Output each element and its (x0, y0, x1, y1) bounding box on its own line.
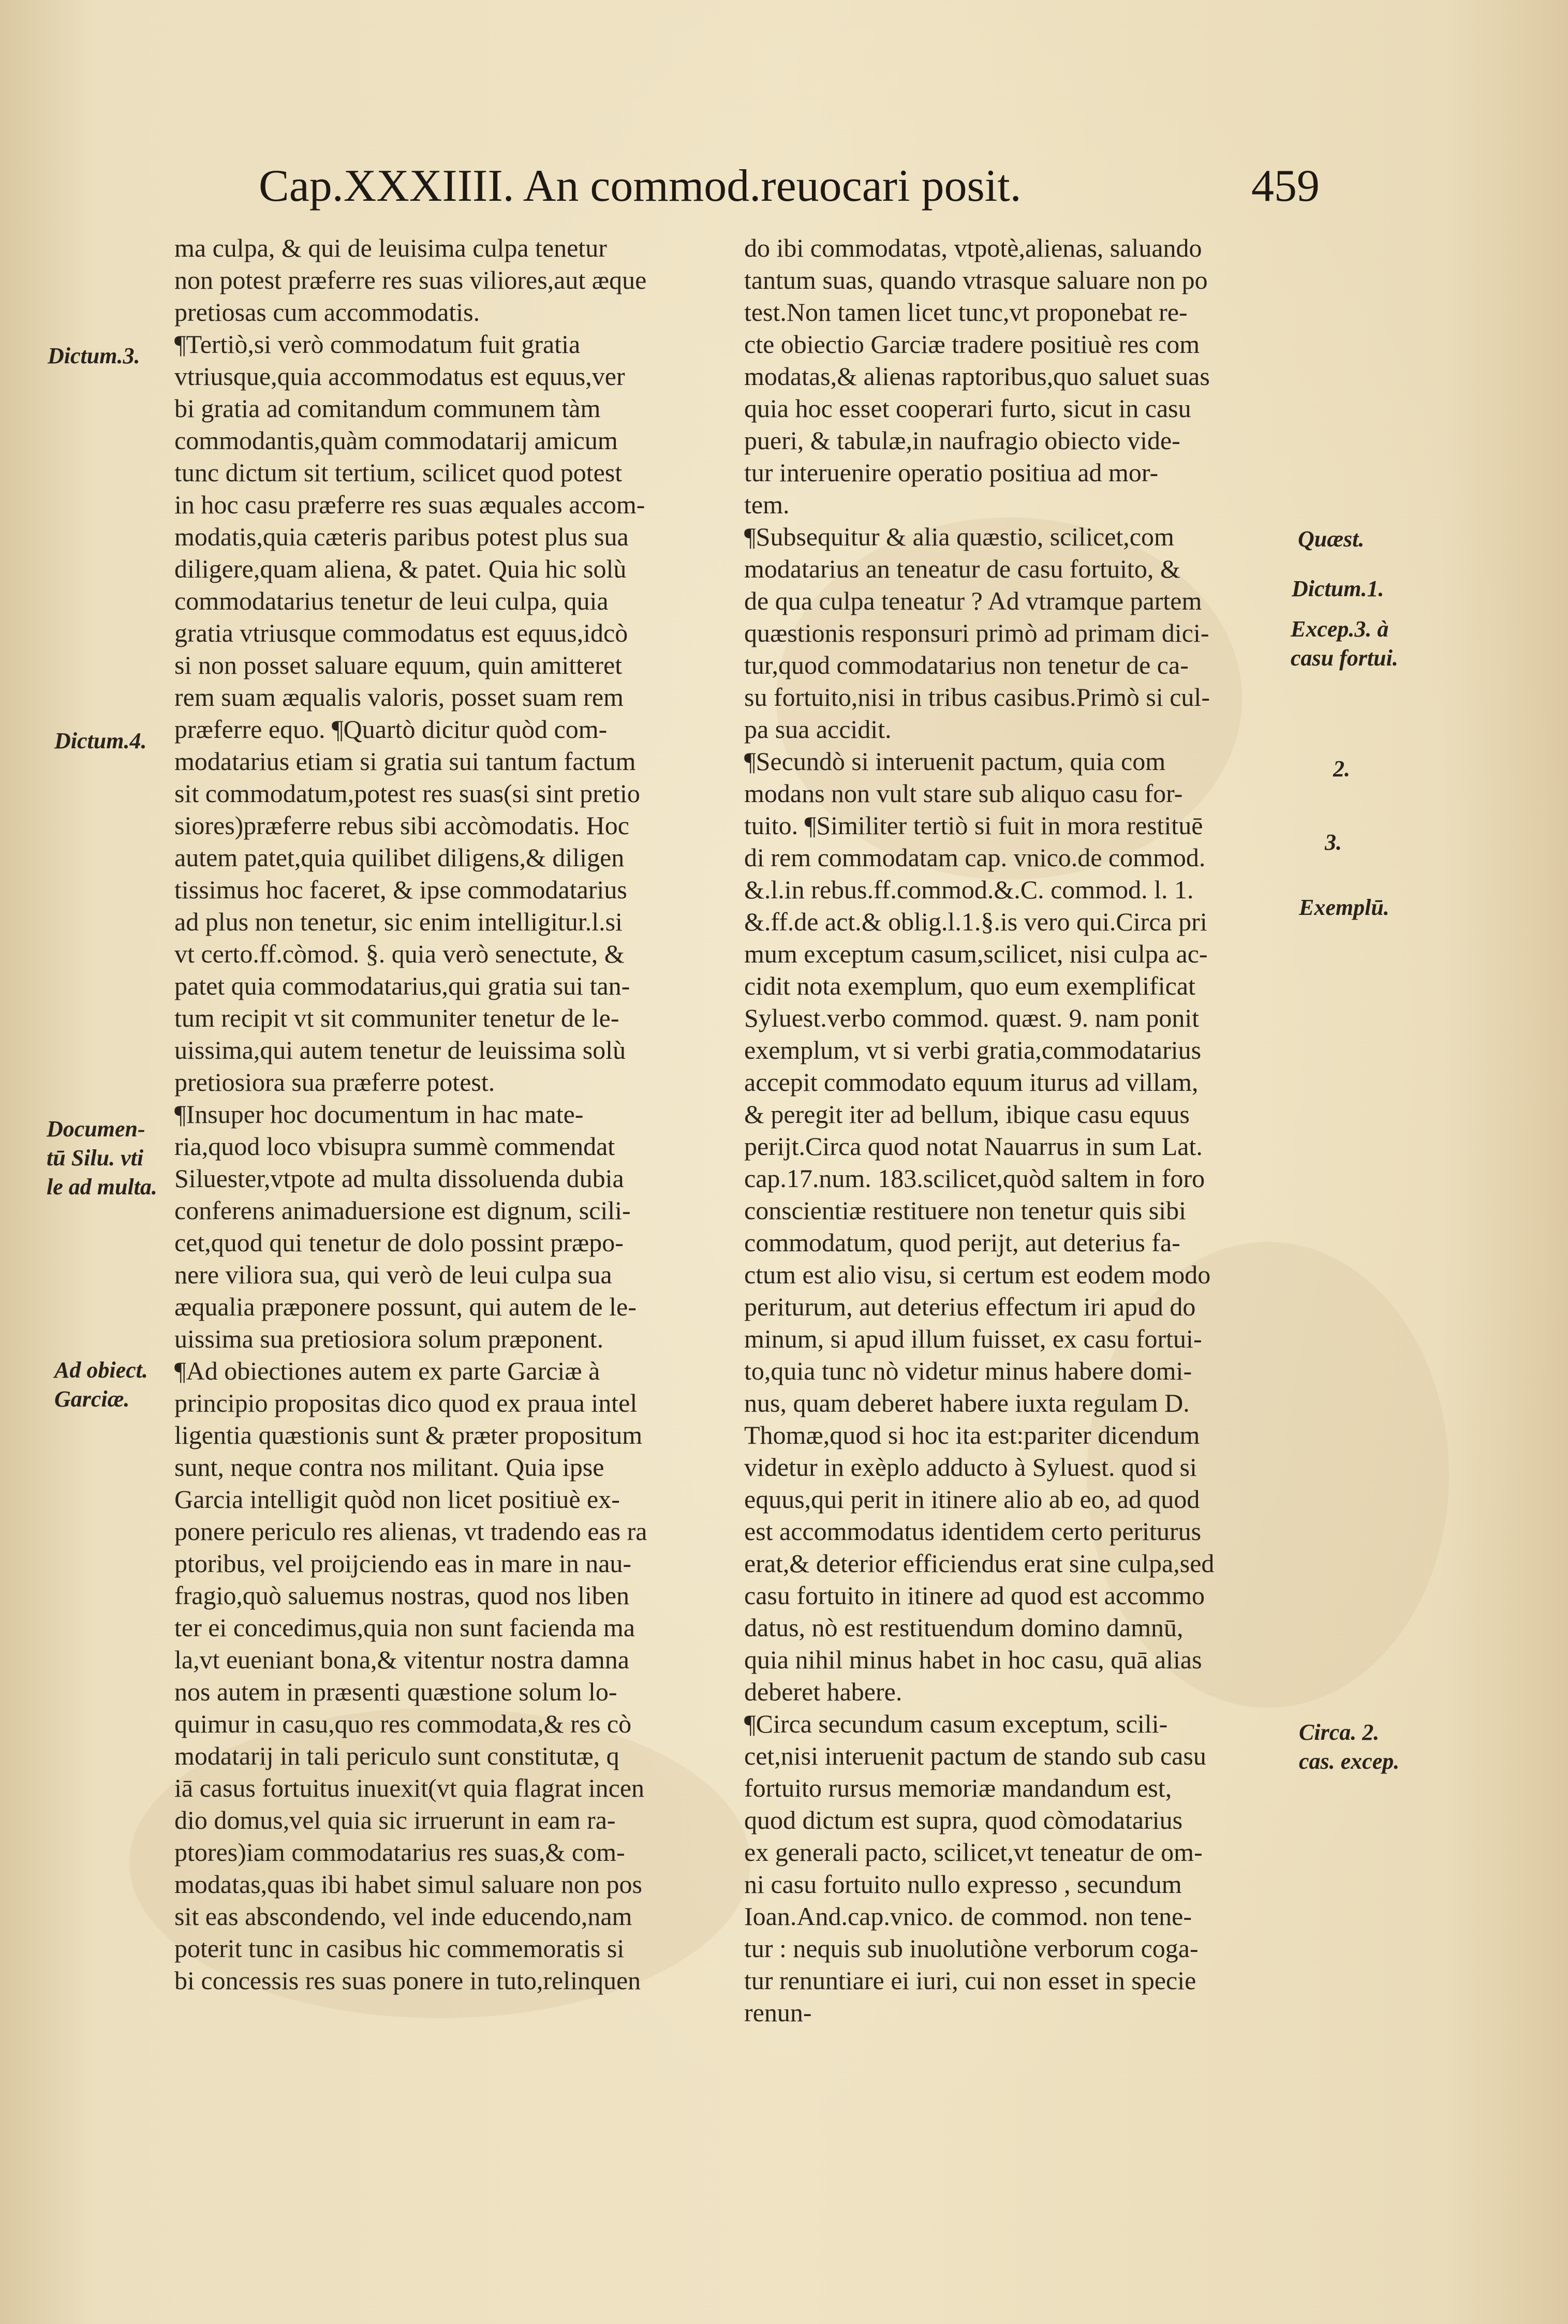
margin-note-circa: Circa. 2. (1299, 1720, 1380, 1745)
text-line: quimur in casu,quo res commodata,& res cò (174, 1709, 632, 1738)
text-line: patet quia commodatarius,qui gratia sui tan- (174, 971, 630, 1000)
text-line: to,quia tunc nò videtur minus habere domi- (744, 1356, 1192, 1385)
text-line: siores)præferre rebus sibi accòmodatis. Hoc (174, 811, 629, 840)
text-line: bi concessis res suas ponere in tuto,relinquen (174, 1966, 641, 1995)
margin-note-dictum-1: Dictum.1. (1292, 576, 1384, 601)
text-line: cap.17.num. 183.scilicet,quòd saltem in foro (744, 1164, 1205, 1193)
running-head (259, 155, 1320, 217)
text-line: uissima sua pretiosiora solum præponent. (174, 1324, 604, 1353)
text-line: iā casus fortuitus inuexit(vt quia flagrat incen (174, 1773, 645, 1802)
text-line: conscientiæ restituere non tenetur quis sibi (744, 1196, 1186, 1225)
margin-note-documentum: tū Silu. vti (47, 1145, 144, 1171)
text-line: æqualia præponere possunt, qui autem de le- (174, 1292, 637, 1321)
text-line: &.l.in rebus.ff.commod.&.C. commod. l. 1. (744, 875, 1194, 904)
margin-note-documentum: Documen- (47, 1116, 145, 1142)
margin-note-exemplum: Exemplū. (1299, 895, 1389, 920)
text-line: ria,quod loco vbisupra summè commendat (174, 1132, 615, 1161)
text-line: su fortuito,nisi in tribus casibus.Primò si cul- (744, 683, 1210, 712)
margin-note-quaest: Quæst. (1298, 526, 1365, 552)
text-line: pa sua accidit. (744, 715, 892, 744)
text-line: casu fortuito in itinere ad quod est accommo (744, 1581, 1205, 1610)
margin-note-excep: casu fortui. (1291, 645, 1398, 671)
text-line: tur renuntiare ei iuri, cui non esset in specie (744, 1966, 1196, 1995)
text-line: modans non vult stare sub aliquo casu for- (744, 779, 1183, 808)
text-line: est accommodatus identidem certo periturus (744, 1517, 1202, 1546)
text-line: ¶Tertiò,si verò commodatum fuit gratia (174, 330, 581, 359)
text-line: tissimus hoc faceret, & ipse commodatarius (174, 875, 627, 904)
margin-note-number-3: 3. (1325, 830, 1342, 855)
text-line: tuito. ¶Similiter tertiò si fuit in mora restituē (744, 811, 1203, 840)
text-line: de qua culpa teneatur ? Ad vtramque partem (744, 586, 1202, 615)
text-line: periturum, aut deterius effectum iri apud do (744, 1292, 1196, 1321)
text-line: sit eas abscondendo, vel inde educendo,nam (174, 1902, 632, 1931)
text-line: & peregit iter ad bellum, ibique casu equus (744, 1100, 1190, 1129)
text-line: deberet habere. (744, 1677, 903, 1706)
text-line: poterit tunc in casibus hic commemoratis si (174, 1934, 625, 1963)
text-line: pretiosiora sua præferre potest. (174, 1068, 495, 1097)
text-line: tur,quod commodatarius non tenetur de ca- (744, 650, 1189, 679)
text-line: &.ff.de act.& oblig.l.1.§.is vero qui.Circa pri (744, 907, 1207, 936)
left-column (174, 232, 718, 1996)
text-line: ¶Circa secundum casum exceptum, scili- (744, 1709, 1168, 1738)
text-line: cte obiectio Garciæ tradere positiuè res com (744, 330, 1200, 359)
text-line: in hoc casu præferre res suas æquales accom- (174, 490, 645, 519)
text-line: modatis,quia cæteris paribus potest plus sua (174, 522, 629, 551)
text-line: test.Non tamen licet tunc,vt proponebat re- (744, 298, 1188, 327)
text-line: Thomæ,quod si hoc ita est:pariter dicendum (744, 1420, 1200, 1449)
margin-note-circa: cas. excep. (1299, 1749, 1400, 1774)
text-line: do ibi commodatas, vtpotè,alienas, saluando (744, 233, 1202, 262)
text-line: modatarij in tali periculo sunt constitutæ, q (174, 1741, 619, 1770)
text-line: diligere,quam aliena, & patet. Quia hic solù (174, 554, 627, 583)
text-line: tem. (744, 490, 790, 519)
text-line: commodatum, quod perijt, aut deterius fa- (744, 1228, 1180, 1257)
text-line: ctum est alio visu, si certum est eodem modo (744, 1260, 1211, 1289)
text-line: quia nihil minus habet in hoc casu, quā alias (744, 1645, 1202, 1674)
text-line: sit commodatum,potest res suas(si sint pretio (174, 779, 640, 808)
text-line: ni casu fortuito nullo expresso , secundum (744, 1870, 1182, 1899)
text-line: ptoribus, vel proijciendo eas in mare in nau- (174, 1549, 632, 1578)
text-line: tum recipit vt sit communiter tenetur de le- (174, 1003, 619, 1032)
text-line: modatas,& alienas raptoribus,quo saluet suas (744, 362, 1210, 391)
text-line: equus,qui perit in itinere alio ab eo, ad quod (744, 1485, 1200, 1514)
text-line: ma culpa, & qui de leuisima culpa tenetur (174, 233, 607, 262)
text-line: Syluest.verbo commod. quæst. 9. nam ponit (744, 1003, 1200, 1032)
text-line: præferre equo. ¶Quartò dicitur quòd com- (174, 715, 608, 744)
text-line: ex generali pacto, scilicet,vt teneatur de om- (744, 1838, 1203, 1867)
text-line: tantum suas, quando vtrasque saluare non po (744, 265, 1208, 294)
text-line: ptores)iam commodatarius res suas,& com- (174, 1838, 625, 1867)
text-line: ¶Secundò si interuenit pactum, quia com (744, 747, 1166, 776)
text-line: quæstionis responsuri primò ad primam dici- (744, 618, 1209, 647)
text-line: sunt, neque contra nos militant. Quia ipse (174, 1453, 604, 1482)
text-line: quod dictum est supra, quod còmodatarius (744, 1805, 1183, 1834)
text-line: quia hoc esset cooperari furto, sicut in casu (744, 394, 1191, 423)
text-line: ligentia quæstionis sunt & præter propositum (174, 1420, 643, 1449)
text-line: commodantis,quàm commodatarij amicum (174, 426, 618, 455)
margin-note-dictum-4: Dictum.4. (54, 728, 147, 753)
text-line: modatarius an teneatur de casu fortuito, & (744, 554, 1180, 583)
text-line: cet,nisi interuenit pactum de stando sub casu (744, 1741, 1206, 1770)
text-line: modatarius etiam si gratia sui tantum factum (174, 747, 636, 776)
text-line: ad plus non tenetur, sic enim intelligitur.l.si (174, 907, 623, 936)
margin-note-ad-obiect: Ad obiect. (54, 1357, 148, 1383)
text-line: ¶Insuper hoc documentum in hac mate- (174, 1100, 584, 1129)
text-line: tunc dictum sit tertium, scilicet quod potest (174, 458, 623, 487)
text-line: gratia vtriusque commodatus est equus,idcò (174, 618, 628, 647)
text-line: bi gratia ad comitandum communem tàm (174, 394, 601, 423)
text-line: cidit nota exemplum, quo eum exemplificat (744, 971, 1195, 1000)
text-line: rem suam æqualis valoris, posset suam rem (174, 683, 624, 712)
text-line: tur interuenire operatio positiua ad mor- (744, 458, 1159, 487)
page-number: 459 (1251, 161, 1320, 211)
text-line: si non posset saluare equum, quin amitteret (174, 650, 623, 679)
right-column (744, 232, 1288, 2029)
text-line: modatas,quas ibi habet simul saluare non pos (174, 1870, 643, 1899)
text-line: commodatarius tenetur de leui culpa, quia (174, 586, 609, 615)
text-line: accepit commodato equum iturus ad villam, (744, 1068, 1199, 1097)
text-line: datus, nò est restituendum domino damnū, (744, 1613, 1184, 1642)
text-line: perijt.Circa quod notat Nauarrus in sum Lat. (744, 1132, 1203, 1161)
text-line: renun- (744, 1998, 812, 2027)
text-line: Ioan.And.cap.vnico. de commod. non tene- (744, 1902, 1192, 1931)
text-line: pueri, & tabulæ,in naufragio obiecto vide- (744, 426, 1180, 455)
text-line: ter ei concedimus,quia non sunt facienda ma (174, 1613, 635, 1642)
text-line: mum exceptum casum,scilicet, nisi culpa ac- (744, 939, 1208, 968)
text-line: vtriusque,quia accommodatus est equus,ver (174, 362, 625, 391)
text-line: tur : nequis sub inuolutiòne verborum coga- (744, 1934, 1199, 1963)
text-line: autem patet,quia quilibet diligens,& diligen (174, 843, 625, 872)
text-line: ¶Ad obiectiones autem ex parte Garciæ à (174, 1356, 600, 1385)
text-line: vt certo.ff.còmod. §. quia verò senectute, & (174, 939, 625, 968)
margin-note-excep: Excep.3. à (1291, 616, 1389, 642)
text-line: nus, quam deberet habere iuxta regulam D. (744, 1388, 1190, 1417)
margin-note-documentum: le ad multa. (47, 1174, 157, 1200)
text-line: erat,& deterior efficiendus erat sine culpa,sed (744, 1549, 1215, 1578)
text-line: ponere periculo res alienas, vt tradendo eas ra (174, 1517, 647, 1546)
text-line: nos autem in præsenti quæstione solum lo- (174, 1677, 617, 1706)
text-line: ¶Subsequitur & alia quæstio, scilicet,com (744, 522, 1174, 551)
text-line: fortuito rursus memoriæ mandandum est, (744, 1773, 1172, 1802)
text-line: di rem commodatam cap. vnico.de commod. (744, 843, 1206, 872)
text-line: principio propositas dico quod ex praua intel (174, 1388, 638, 1417)
text-line: minum, si apud illum fuisset, ex casu fortui- (744, 1324, 1202, 1353)
margin-note-dictum-3: Dictum.3. (48, 343, 140, 368)
text-line: uissima,qui autem tenetur de leuissima solù (174, 1035, 626, 1064)
text-line: non potest præferre res suas viliores,aut æque (174, 265, 647, 294)
text-line: nere viliora sua, qui verò de leui culpa sua (174, 1260, 612, 1289)
text-line: la,vt eueniant bona,& vitentur nostra damna (174, 1645, 629, 1674)
text-line: Garcia intelligit quòd non licet positiuè ex- (174, 1485, 620, 1514)
text-line: videtur in exèplo adducto à Syluest. quod si (744, 1453, 1197, 1482)
text-line: cet,quod qui tenetur de dolo possint præpo- (174, 1228, 624, 1257)
chapter-title: Cap.XXXIIII. An commod.reuocari posit. (259, 161, 1022, 211)
text-line: fragio,quò saluemus nostras, quod nos liben (174, 1581, 630, 1610)
margin-note-ad-obiect: Garciæ. (54, 1386, 130, 1412)
margin-note-number-2: 2. (1333, 756, 1350, 781)
text-line: conferens animaduersione est dignum, scili- (174, 1196, 631, 1225)
text-line: dio domus,vel quia sic irruerunt in eam ra- (174, 1805, 616, 1834)
text-line: Siluester,vtpote ad multa dissoluenda dubia (174, 1164, 624, 1193)
text-line: pretiosas cum accommodatis. (174, 298, 480, 327)
text-line: exemplum, vt si verbi gratia,commodatarius (744, 1035, 1202, 1064)
